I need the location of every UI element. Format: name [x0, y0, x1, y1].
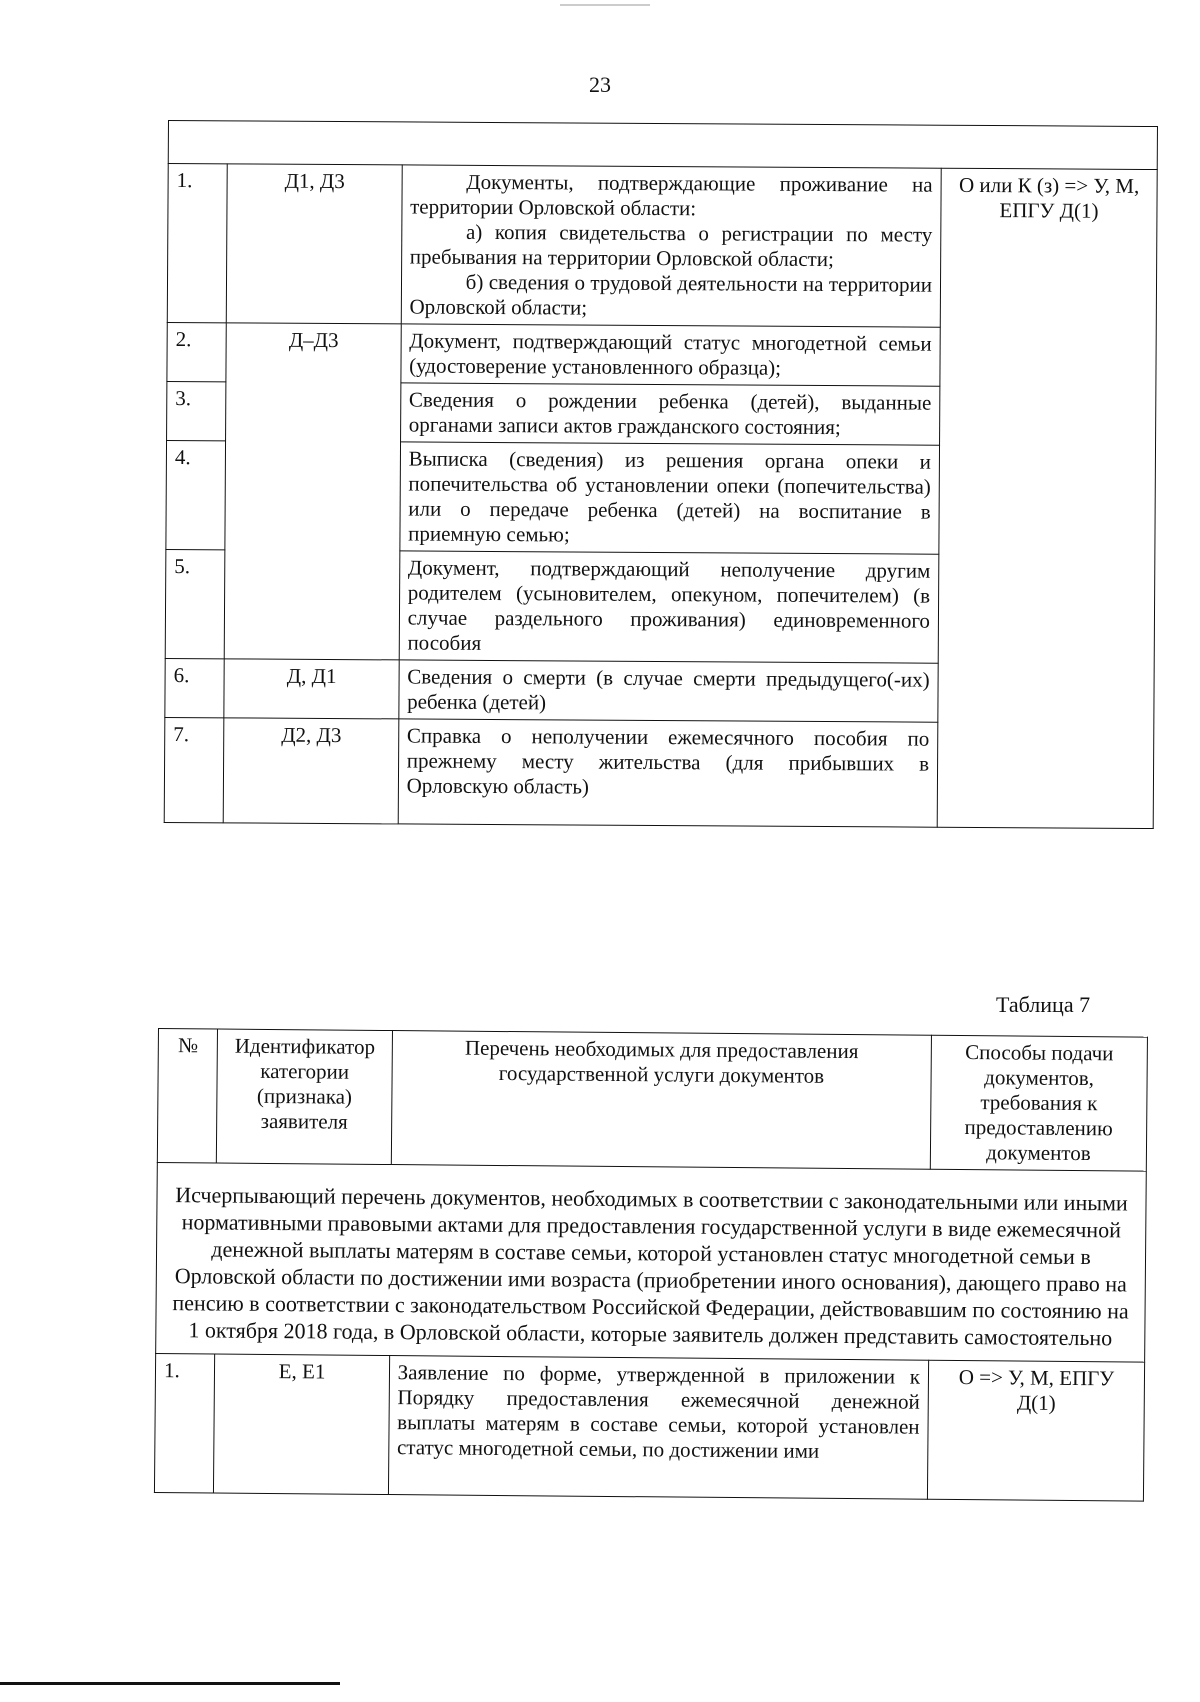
submission-method: О или К (з) => У, М, ЕПГУ Д(1) — [937, 168, 1157, 828]
document-description: Выписка (сведения) из решения органа опеки и попечительства об установлении опеки (попечительства) или о передаче ребенка (детей) на воспитание в приемную семью; — [400, 442, 940, 554]
document-item-a: а) копия свидетельства о регистрации по месту пребывания на территории Орловской области; — [409, 219, 933, 272]
document-description: Документ, подтверждающий неполучение другим родителем (усыновителем, опекуном, попечителем) (в случае раздельного проживания) единовременного пособия — [399, 551, 939, 663]
document-description: Справка о неполучении ежемесячного пособия по прежнему месту жительства (для прибывших в Орловскую область) — [398, 719, 938, 827]
category-id: Д2, Д3 — [224, 718, 399, 824]
row-number: 2. — [167, 322, 227, 381]
documents-table-continued — [164, 120, 1158, 829]
row-number: 7. — [164, 717, 224, 822]
row-number: 6. — [165, 658, 225, 717]
category-id: Е, Е1 — [214, 1354, 389, 1495]
header-document-list: Перечень необходимых для предоставления государственной услуги документов — [391, 1031, 932, 1170]
document-description: Сведения о смерти (в случае смерти предыдущего(-их) ребенка (детей) — [399, 660, 939, 722]
scan-edge-line — [0, 1682, 340, 1685]
table-7 — [154, 1028, 1148, 1502]
table-header-empty-row — [168, 121, 1157, 170]
document-item-b: б) сведения о трудовой деятельности на территории Орловской области; — [409, 269, 933, 320]
table-row — [167, 164, 1157, 329]
document-description: Заявление по форме, утвержденной в приложении к Порядку предоставления ежемесячной денежной выплаты матерям в составе семьи, которой установлен статус многодетной семьи, по достижении ими — [388, 1356, 929, 1500]
document-description: Сведения о рождении ребенка (детей), выданные органами записи актов гражданского состояния; — [400, 383, 940, 445]
category-id: Д, Д1 — [224, 659, 399, 719]
document-description — [401, 165, 941, 327]
intro-row — [156, 1162, 1147, 1362]
row-number: 3. — [167, 381, 227, 440]
row-number: 1. — [167, 164, 227, 323]
document-main: Документы, подтверждающие проживание на территории Орловской области: — [410, 169, 933, 221]
header-submission-method: Способы подачи документов, требования к предоставлению документов — [930, 1035, 1147, 1171]
empty-header-cell — [168, 121, 1157, 170]
row-number: 5. — [165, 549, 225, 658]
header-number: № — [157, 1029, 218, 1164]
scan-artifact — [560, 4, 650, 6]
page-number: 23 — [589, 72, 611, 97]
row-number: 1. — [154, 1353, 215, 1493]
table-row — [154, 1353, 1144, 1501]
intro-paragraph: Исчерпывающий перечень документов, необходимых в соответствии с законодательными или иными нормативными правовыми актами для предоставления государственной услуги в виде ежемесячной денежной выплаты матерям в составе семьи, которой установлен статус многодетной семьи в Орловской области по достижении ими возраста (приобретении иного основания), дающего право на пенсию в соответствии с законодательством Российской Федерации, действовавшим по состоянию на 1 октября 2018 года, в Орловской области, которые заявитель должен представить самостоятельно — [156, 1162, 1147, 1362]
table-caption: Таблица 7 — [996, 992, 1091, 1017]
category-id: Д–Д3 — [225, 323, 401, 660]
category-id: Д1, Д3 — [227, 164, 402, 324]
document-description: Документ, подтверждающий статус многодетной семьи (удостоверение установленного образца); — [401, 324, 941, 386]
submission-method: О => У, М, ЕПГУ Д(1) — [927, 1360, 1144, 1501]
header-category-id: Идентификатор категории (признака) заявителя — [217, 1029, 392, 1165]
row-number: 4. — [166, 440, 226, 549]
table-header-row — [157, 1029, 1147, 1172]
